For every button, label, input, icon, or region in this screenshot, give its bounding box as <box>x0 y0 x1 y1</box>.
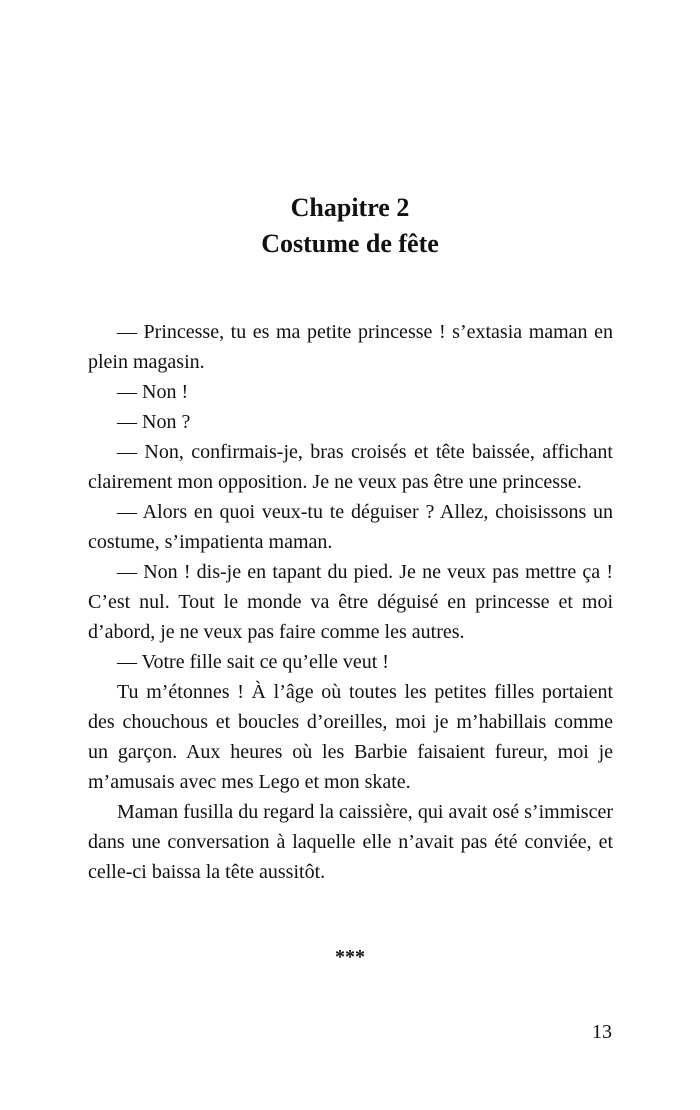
page-number: 13 <box>592 1021 612 1043</box>
paragraph: — Non, confirmais-je, bras croisés et tête baissée, affichant clairement mon opposition. Je ne veux pas être une princesse. <box>88 441 613 493</box>
paragraph: Tu m’étonnes ! À l’âge où toutes les petites filles portaient des chouchous et boucles d’oreilles, moi je m’habillais comme un garçon. Aux heures où les Barbie faisaient fureur, moi je m’amusais avec mes Lego et mon skate. <box>88 681 613 793</box>
paragraph: — Votre fille sait ce qu’elle veut ! <box>117 651 389 673</box>
chapter-number: Chapitre 2 <box>290 193 410 222</box>
paragraph: — Non ! dis-je en tapant du pied. Je ne veux pas mettre ça ! C’est nul. Tout le monde va être déguisé en princesse et moi d’abord, je ne veux pas faire comme les autres. <box>88 561 613 643</box>
section-separator: *** <box>335 946 365 968</box>
paragraph: — Non ? <box>117 411 191 433</box>
chapter-body <box>88 317 613 887</box>
chapter-title: Costume de fête <box>261 229 439 258</box>
paragraph: Maman fusilla du regard la caissière, qui avait osé s’immiscer dans une conversation à laquelle elle n’avait pas été conviée, et celle-ci baissa la tête aussitôt. <box>88 801 613 883</box>
paragraph: — Princesse, tu es ma petite princesse ! s’extasia maman en plein magasin. <box>88 321 613 373</box>
paragraph: — Alors en quoi veux-tu te déguiser ? Allez, choisissons un costume, s’impatienta maman. <box>88 501 613 553</box>
chapter-heading <box>0 190 700 262</box>
paragraph: — Non ! <box>117 381 189 403</box>
